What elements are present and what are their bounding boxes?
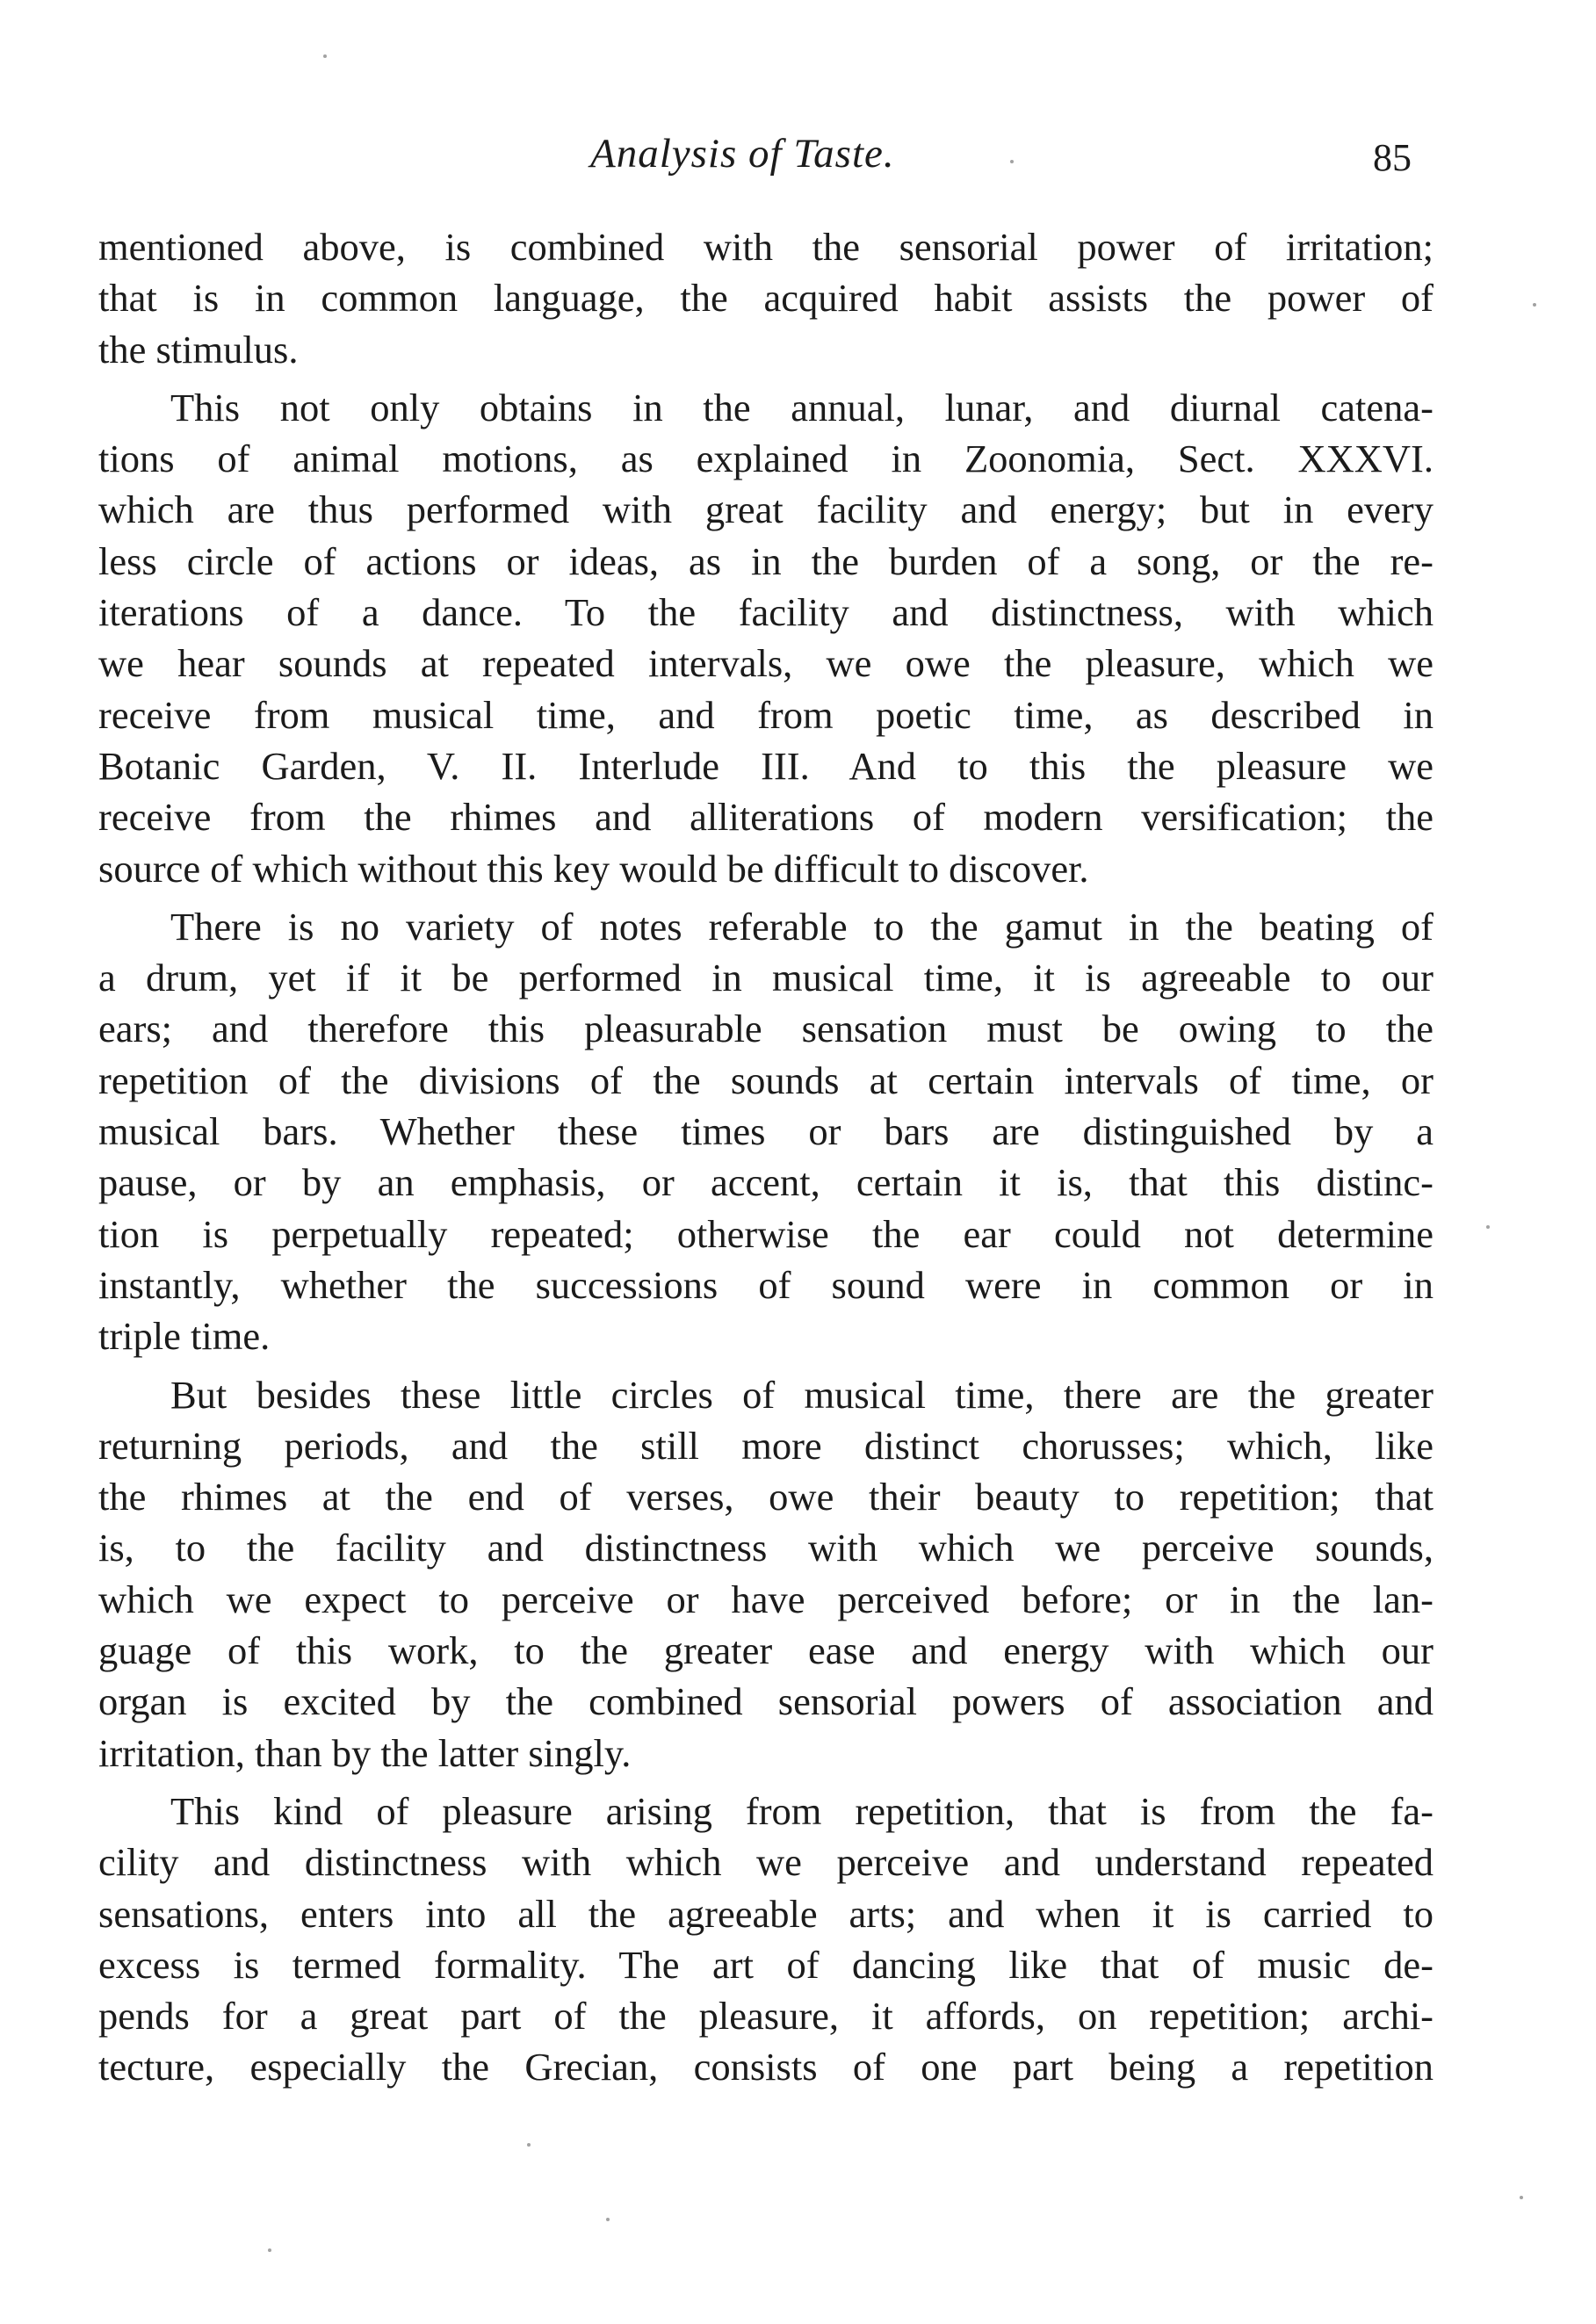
running-head-title: Analysis of Taste. [590, 131, 895, 177]
text-line: irritation, than by the latter singly. [98, 1730, 632, 1775]
text-line: pends for a great part of the pleasure, it affords, on repetition; archi- [98, 1994, 1434, 2039]
text-line: There is no variety of notes referable to the gamut in the beating of [170, 904, 1434, 949]
text-line: which are thus performed with great facility and energy; but in every [98, 487, 1434, 532]
text-line: But besides these little circles of musical time, there are the greater [170, 1372, 1434, 1417]
text-line: tions of animal motions, as explained in Zoonomia, Sect. XXXVI. [98, 437, 1434, 481]
running-head [0, 130, 1596, 191]
paragraph-4 [98, 1369, 1434, 1779]
text-line: excess is termed formality. The art of dancing like that of music de- [98, 1942, 1434, 1987]
text-line: is, to the facility and distinctness with which we perceive sounds, [98, 1526, 1434, 1570]
text-line: that is in common language, the acquired habit assists the power of [98, 276, 1434, 321]
text-line: tion is perpetually repeated; otherwise the ear could not determine [98, 1211, 1434, 1256]
text-line: pause, or by an emphasis, or accent, certain it is, that this distinc- [98, 1160, 1434, 1205]
text-line: musical bars. Whether these times or bars are distinguished by a [98, 1109, 1434, 1154]
print-speck [1010, 160, 1014, 163]
text-line: the rhimes at the end of verses, owe their beauty to repetition; that [98, 1475, 1434, 1519]
print-speck [1486, 1225, 1490, 1229]
text-line: Botanic Garden, V. II. Interlude III. And to this the pleasure we [98, 743, 1434, 788]
paragraph-5 [98, 1786, 1434, 2093]
text-line: returning periods, and the still more distinct chorusses; which, like [98, 1423, 1434, 1468]
print-speck [1533, 303, 1536, 307]
text-line: organ is excited by the combined sensorial powers of association and [98, 1679, 1434, 1724]
text-line: mentioned above, is combined with the sensorial power of irritation; [98, 225, 1434, 269]
text-line: a drum, yet if it be performed in musical time, it is agreeable to our [98, 956, 1434, 1000]
text-line: This not only obtains in the annual, lunar, and diurnal catena- [170, 385, 1434, 429]
text-line: receive from musical time, and from poetic time, as described in [98, 692, 1434, 737]
text-line: This kind of pleasure arising from repetition, that is from the fa- [170, 1788, 1434, 1833]
print-speck [323, 54, 327, 58]
text-line: which we expect to perceive or have perceived before; or in the lan- [98, 1577, 1434, 1621]
text-line: the stimulus. [98, 327, 299, 372]
text-line: source of which without this key would be difficult to discover. [98, 846, 1089, 891]
paragraph-1 [98, 221, 1434, 375]
text-line: sensations, enters into all the agreeable arts; and when it is carried to [98, 1891, 1434, 1936]
print-speck [268, 2248, 271, 2252]
paragraph-3 [98, 901, 1434, 1362]
print-speck [606, 2218, 610, 2221]
paragraph-2 [98, 382, 1434, 894]
text-line: we hear sounds at repeated intervals, we owe the pleasure, which we [98, 641, 1434, 686]
text-line: less circle of actions or ideas, as in the burden of a song, or the re- [98, 538, 1434, 583]
text-line: receive from the rhimes and alliterations of modern versification; the [98, 795, 1434, 840]
text-line: cility and distinctness with which we perceive and understand repeated [98, 1840, 1434, 1885]
print-speck [1520, 2196, 1523, 2199]
text-line: triple time. [98, 1314, 271, 1359]
page-number: 85 [1373, 136, 1412, 179]
body-text [98, 221, 1434, 2100]
text-line: guage of this work, to the greater ease and energy with which our [98, 1628, 1434, 1673]
text-line: tecture, especially the Grecian, consists of one part being a repetition [98, 2045, 1434, 2089]
text-line: instantly, whether the successions of sound were in common or in [98, 1262, 1434, 1307]
print-speck [527, 2143, 531, 2147]
text-line: ears; and therefore this pleasurable sensation must be owing to the [98, 1007, 1434, 1051]
text-line: iterations of a dance. To the facility and distinctness, with which [98, 590, 1434, 635]
text-line: repetition of the divisions of the sounds at certain intervals of time, or [98, 1057, 1434, 1102]
